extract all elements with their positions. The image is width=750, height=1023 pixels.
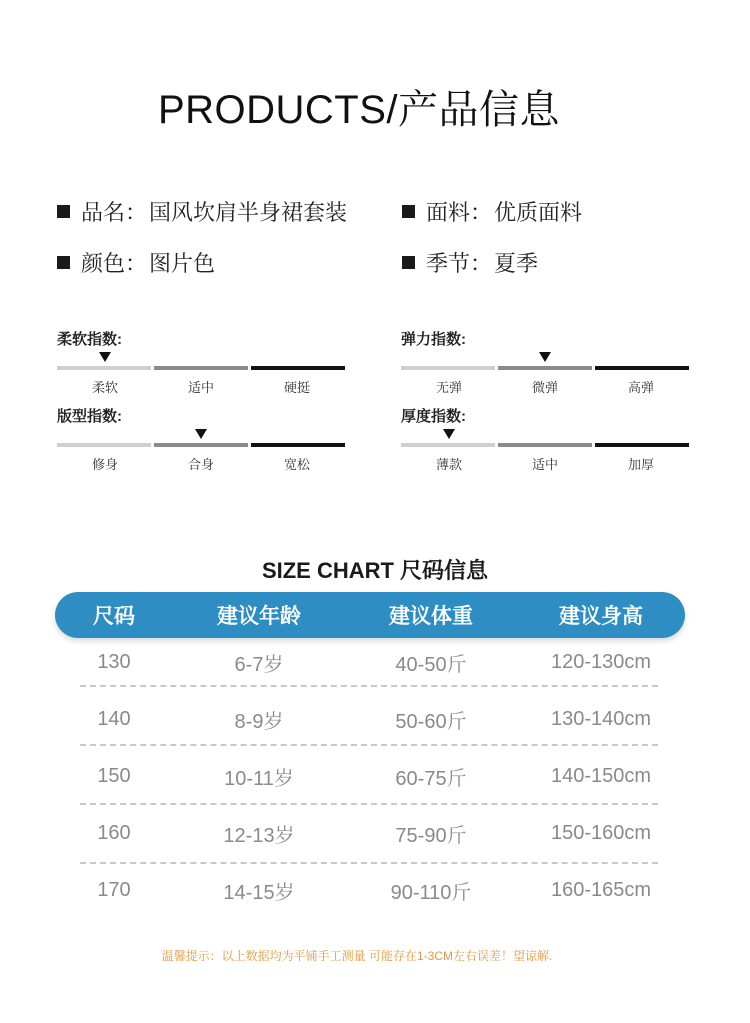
size-table-header [55,592,685,638]
cell-weight: 75-90斤 [395,825,467,847]
index-level: 微弹 [531,380,558,395]
cell-age: 10-11岁 [224,768,294,790]
info-product-name [57,196,347,227]
info-label: 品名： [81,200,148,225]
cell-size: 140 [97,708,131,730]
cell-weight: 90-110斤 [390,882,472,904]
header-size: 尺码 [93,605,135,628]
index-name: 弹力指数: [401,331,466,348]
row-divider [80,744,658,746]
index-level: 无弹 [435,380,462,395]
cell-weight: 60-75斤 [395,768,467,790]
table-row [55,748,685,805]
cell-size: 170 [97,879,131,901]
size-chart-title: SIZE CHART 尺码信息 [261,558,489,583]
index-level: 高弹 [627,380,654,395]
index-level: 柔软 [91,380,118,395]
cell-size: 160 [97,822,131,844]
index-level: 硬挺 [283,380,310,395]
info-label: 颜色： [81,251,148,276]
table-row [55,634,685,691]
cell-size: 130 [97,651,131,673]
header-age: 建议年龄 [217,605,301,628]
cell-age: 12-13岁 [223,825,295,847]
info-value: 夏季 [494,251,539,276]
index-marker-icon [99,352,111,362]
index-name: 版型指数: [57,408,122,425]
table-row [55,805,685,862]
info-fabric [402,196,582,227]
cell-weight: 50-60斤 [395,711,467,733]
index-bar [57,443,345,447]
bullet-square-icon [402,256,415,269]
row-divider [80,685,658,687]
index-marker-icon [539,352,551,362]
cell-age: 8-9岁 [234,711,284,733]
index-name: 柔软指数: [57,331,122,348]
index-level: 宽松 [283,457,310,472]
cell-age: 6-7岁 [234,654,284,676]
cell-height: 120-130cm [550,651,652,673]
index-bar [401,366,689,370]
index-level: 加厚 [627,457,654,472]
cell-weight: 40-50斤 [395,654,467,676]
bullet-square-icon [57,205,70,218]
index-level: 修身 [91,457,118,472]
index-level: 薄款 [435,457,462,472]
index-level: 适中 [531,457,558,472]
index-level: 合身 [187,457,214,472]
page-title: PRODUCTS/产品信息 [157,88,561,132]
info-value: 优质面料 [494,200,583,225]
info-season [402,247,538,278]
table-row [55,862,685,919]
header-weight: 建议体重 [389,605,473,628]
header-height: 建议身高 [559,605,643,628]
bullet-square-icon [402,205,415,218]
cell-height: 140-150cm [550,765,652,787]
cell-height: 130-140cm [550,708,652,730]
info-value: 国风坎肩半身裙套装 [149,200,348,225]
index-bar [401,443,689,447]
index-name: 厚度指数: [401,408,466,425]
cell-age: 14-15岁 [223,882,295,904]
info-color [57,247,215,278]
index-marker-icon [443,429,455,439]
info-label: 季节： [426,251,493,276]
info-label: 面料： [426,200,493,225]
bullet-square-icon [57,256,70,269]
info-value: 图片色 [149,251,216,276]
cell-height: 160-165cm [550,879,652,901]
measurement-note: 温馨提示：以上数据均为平铺手工测量 可能存在1-3CM左右误差！望谅解. [161,949,553,963]
index-bar [57,366,345,370]
table-row [55,691,685,748]
index-level: 适中 [187,380,214,395]
cell-height: 150-160cm [550,822,652,844]
cell-size: 150 [97,765,131,787]
index-marker-icon [195,429,207,439]
